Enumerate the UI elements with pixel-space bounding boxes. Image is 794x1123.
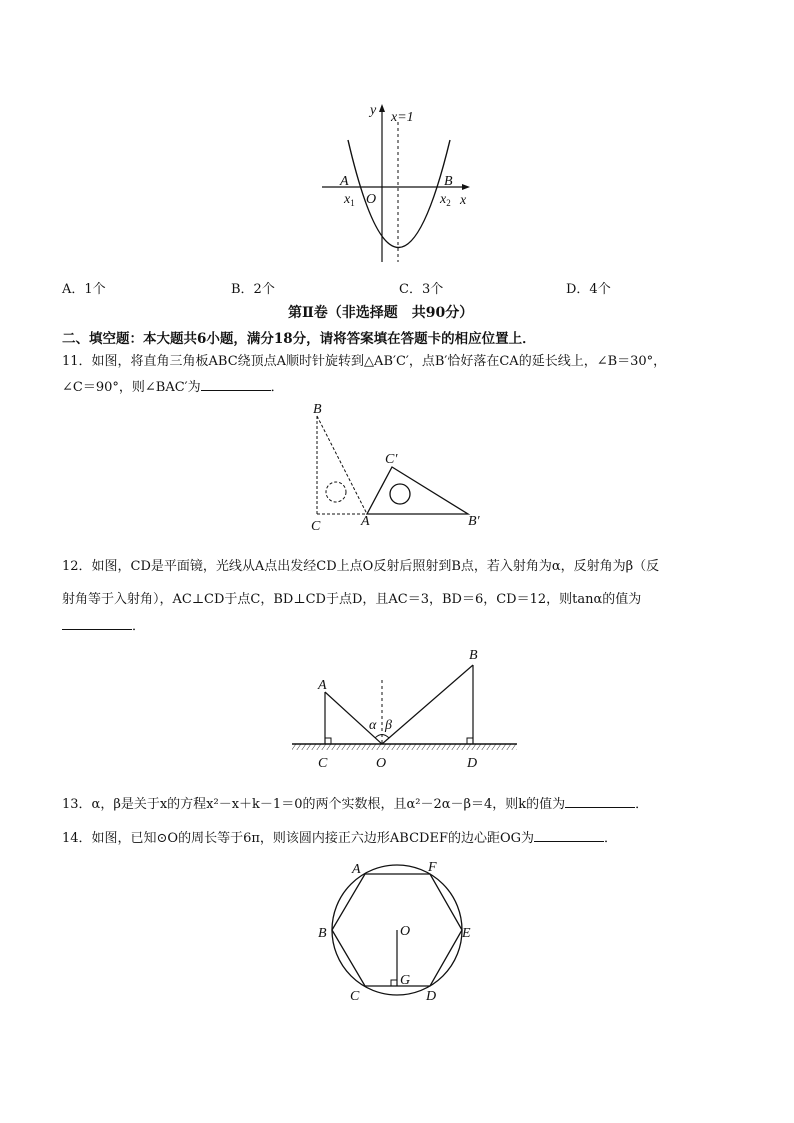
q12-line1: 12．如图，CD是平面镜，光线从A点出发经CD上点O反射后照射到B点，若入射角为α，反射角为β（反 <box>62 559 660 574</box>
q11-edge-ab <box>317 416 367 514</box>
q12-figure <box>290 645 520 775</box>
q14-label-c: C <box>350 989 360 1004</box>
parabola-figure <box>316 100 476 270</box>
q12-line2: 射角等于入射角），AC⊥CD于点C，BD⊥CD于点D，且AC＝3，BD＝6，CD＝12，则tanα的值为 <box>62 592 642 607</box>
q12-label-b: B <box>469 648 478 663</box>
q14-label-a: A <box>352 862 361 877</box>
q11-label-b-prime: B′ <box>468 514 480 529</box>
y-axis-arrow <box>379 104 385 112</box>
q14-answer-blank <box>534 829 604 842</box>
q12-label-o: O <box>376 756 387 771</box>
q14-text: 14．如图，已知⊙O的周长等于6π，则该圆内接正六边形ABCDEF的边心距OG为 <box>62 831 535 846</box>
x1-label: $x_1$ <box>344 192 355 208</box>
q11-label-c: C <box>311 519 321 534</box>
q14-line <box>62 829 754 848</box>
q11-figure <box>305 398 495 538</box>
q12-line3 <box>62 617 754 636</box>
q11-dashed-hole <box>326 482 346 502</box>
q11-label-c-prime: C′ <box>385 452 398 467</box>
q12-label-a: A <box>318 678 327 693</box>
q14-label-f: F <box>428 860 437 875</box>
q12-ray-ob <box>382 665 473 744</box>
origin-label: O <box>366 192 377 207</box>
section-heading: 二、填空题：本大题共6小题，满分18分，请将答案填在答题卡的相应位置上． <box>62 331 536 347</box>
q11-line2 <box>62 378 754 397</box>
option-d: D．4个 <box>566 282 611 297</box>
x-axis-arrow <box>462 184 470 190</box>
y-axis-label: y <box>370 103 377 118</box>
q13-answer-blank <box>565 795 635 808</box>
option-c: C．3个 <box>399 282 444 297</box>
q11-line2-end: ． <box>270 380 284 395</box>
q12-right-angle-c <box>325 738 331 744</box>
q12-answer-blank <box>62 617 132 630</box>
q14-label-g: G <box>400 973 411 988</box>
q12-label-c: C <box>318 756 328 771</box>
q12-right-angle-d <box>467 738 473 744</box>
q11-rotated-triangle <box>367 467 468 514</box>
point-b-label: B <box>444 174 453 189</box>
q14-label-d: D <box>426 989 437 1004</box>
q13-end: ． <box>635 797 649 812</box>
q11-line2-text: ∠C＝90°，则∠BAC′为 <box>62 380 201 395</box>
q14-right-angle-g <box>391 980 397 986</box>
q12-label-beta: β <box>385 718 392 733</box>
q11-solid-hole <box>390 484 410 504</box>
q11-answer-blank <box>201 378 271 391</box>
q14-label-o: O <box>400 924 411 939</box>
q11-line1: 11．如图，将直角三角板ABC绕顶点A顺时针旋转到△AB′C′，点B′恰好落在CA的延长线上，∠B＝30°， <box>62 354 667 369</box>
q12-label-d: D <box>467 756 478 771</box>
parabola-curve <box>348 140 450 248</box>
q14-end: ． <box>604 831 618 846</box>
option-a: A．1个 <box>62 282 106 297</box>
x-axis-label: x <box>460 193 467 208</box>
symmetry-label: x=1 <box>391 110 414 125</box>
section-title: 第Ⅱ卷（非选择题 共90分） <box>288 305 474 321</box>
q12-mirror-hatch <box>292 744 517 750</box>
q13-line <box>62 795 754 814</box>
option-b: B．2个 <box>231 282 275 297</box>
q14-label-e: E <box>462 926 471 941</box>
q11-label-a: A <box>361 514 370 529</box>
point-a-label: A <box>340 174 349 189</box>
q14-label-b: B <box>318 926 327 941</box>
q12-line3-end: ． <box>132 619 146 634</box>
x2-label: $x_2$ <box>440 192 451 208</box>
q11-label-b: B <box>313 402 322 417</box>
q13-text: 13．α，β是关于x的方程x²－x＋k－1＝0的两个实数根，且α²－2α－β＝4，则k的值为 <box>62 797 566 812</box>
q14-figure <box>310 855 480 1005</box>
q12-label-alpha: α <box>369 718 377 733</box>
